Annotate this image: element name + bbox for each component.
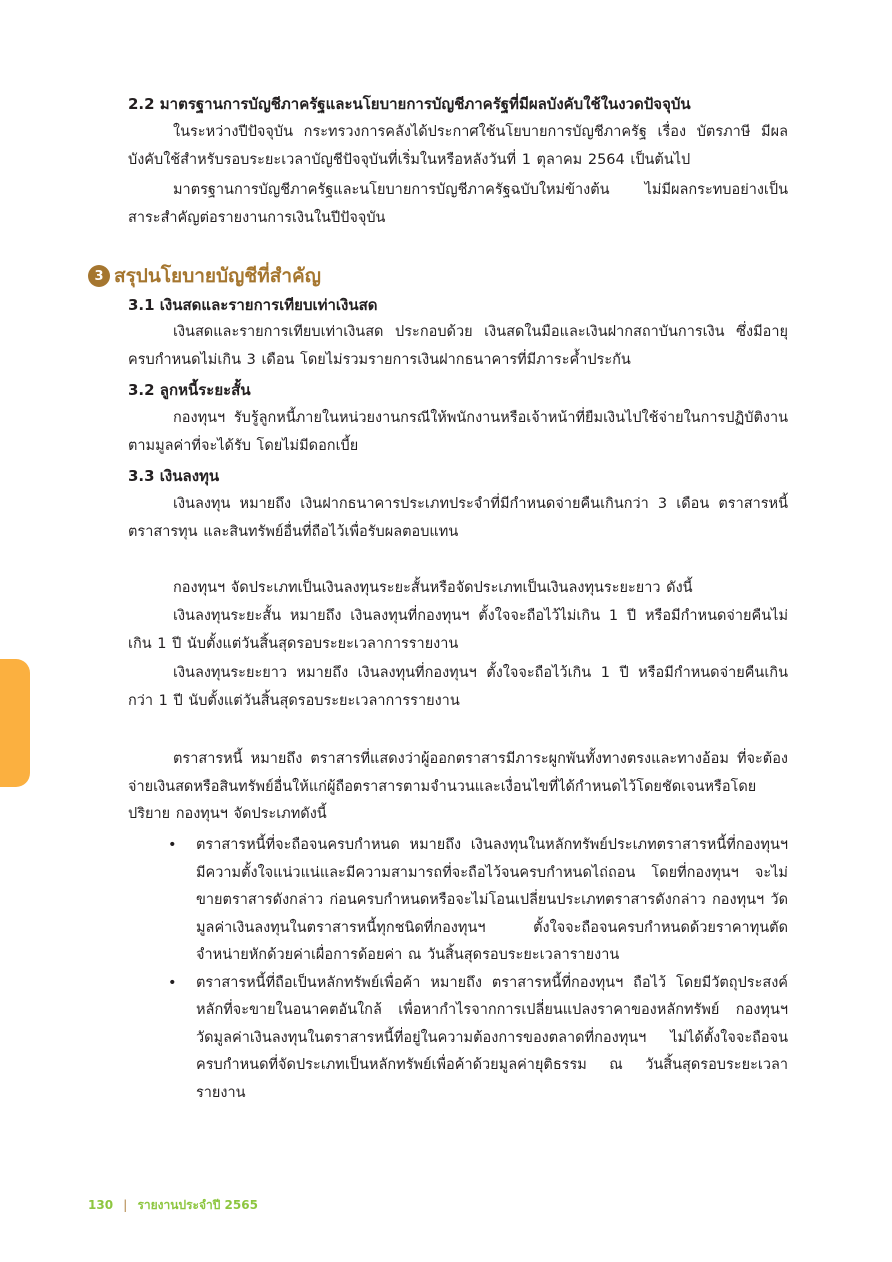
- heading-3-1: 3.1 เงินสดและรายการเทียบเท่าเงินสด: [128, 296, 378, 314]
- paragraph-3-3-3: เงินลงทุนระยะสั้น หมายถึง เงินลงทุนที่กองทุนฯ ตั้งใจจะถือไว้ไม่เกิน 1 ปี หรือมีกำหนดจ่ายคืนไม่เกิน 1 ปี นับตั้งแต่วันสิ้นสุดรอบระยะเวลาการรายงาน: [128, 608, 788, 652]
- list-item: [168, 970, 788, 1108]
- section-title: สรุปนโยบายบัญชีที่สำคัญ: [114, 265, 321, 287]
- heading-3-2: 3.2 ลูกหนี้ระยะสั้น: [128, 381, 251, 399]
- side-tab-marker: [0, 659, 30, 787]
- footer-separator: |: [123, 1198, 128, 1212]
- paragraph-2-2-2: มาตรฐานการบัญชีภาครัฐและนโยบายการบัญชีภาครัฐฉบับใหม่ข้างต้น ไม่มีผลกระทบอย่างเป็นสาระสำคัญต่อรายงานการเงินในปีปัจจุบัน: [128, 182, 788, 226]
- report-title: รายงานประจำปี 2565: [137, 1198, 258, 1212]
- section-number-badge: 3: [88, 265, 110, 287]
- bullet-icon: •: [168, 974, 177, 991]
- bullet-text: ตราสารหนี้ที่ถือเป็นหลักทรัพย์เพื่อค้า หมายถึง ตราสารหนี้ที่กองทุนฯ ถือไว้ โดยมีวัตถุประสงค์หลักที่จะขายในอนาคตอันใกล้ เพื่อหากำไรจากการเปลี่ยนแปลงราคาของหลักทรัพย์ กองทุนฯ วัดมูลค่าเงินลงทุนในตราสารหนี้ที่อยู่ในความต้องการของตลาดที่กองทุนฯ ไม่ได้ตั้งใจจะถือจนครบกำหนดที่จัดประเภทเป็นหลักทรัพย์เพื่อค้าด้วยมูลค่ายุติธรรม ณ วันสิ้นสุดรอบระยะเวลารายงาน: [196, 974, 788, 1101]
- bullet-text: ตราสารหนี้ที่จะถือจนครบกำหนด หมายถึง เงินลงทุนในหลักทรัพย์ประเภทตราสารหนี้ที่กองทุนฯ มีความตั้งใจแน่วแน่และมีความสามารถที่จะถือไว้จนครบกำหนดไถ่ถอน โดยที่กองทุนฯ จะไม่ขายตราสารดังกล่าว ก่อนครบกำหนดหรือจะไม่โอนเปลี่ยนประเภทตราสารดังกล่าว กองทุนฯ วัดมูลค่าเงินลงทุนในตราสารหนี้ทุกชนิดที่กองทุนฯ ตั้งใจจะถือจนครบกำหนดด้วยราคาทุนตัดจำหน่ายหักด้วยค่าเผื่อการด้อยค่า ณ วันสิ้นสุดรอบระยะเวลารายงาน: [196, 837, 788, 963]
- section-3-header: [88, 261, 321, 291]
- bullet-list: [168, 832, 788, 1107]
- paragraph-2-2-1: ในระหว่างปีปัจจุบัน กระทรวงการคลังได้ประกาศใช้นโยบายการบัญชีภาครัฐ เรื่อง บัตรภาษี มีผลบังคับใช้สำหรับรอบระยะเวลาบัญชีปัจจุบันที่เริ่มในหรือหลังวันที่ 1 ตุลาคม 2564 เป็นต้นไป: [128, 124, 788, 168]
- paragraph-3-3-4: เงินลงทุนระยะยาว หมายถึง เงินลงทุนที่กองทุนฯ ตั้งใจจะถือไว้เกิน 1 ปี หรือมีกำหนดจ่ายคืนเกินกว่า 1 ปี นับตั้งแต่วันสิ้นสุดรอบระยะเวลาการรายงาน: [128, 665, 788, 709]
- page-number: 130: [88, 1198, 114, 1212]
- bullet-icon: •: [168, 837, 177, 853]
- heading-3-3: 3.3 เงินลงทุน: [128, 467, 220, 485]
- paragraph-3-3-2: กองทุนฯ จัดประเภทเป็นเงินลงทุนระยะสั้นหรือจัดประเภทเป็นเงินลงทุนระยะยาว ดังนี้: [173, 580, 693, 596]
- list-item: [168, 832, 788, 970]
- page-footer: [88, 1196, 258, 1215]
- heading-2-2: 2.2 มาตรฐานการบัญชีภาครัฐและนโยบายการบัญชีภาครัฐที่มีผลบังคับใช้ในงวดปัจจุบัน: [128, 95, 691, 113]
- paragraph-3-1: เงินสดและรายการเทียบเท่าเงินสด ประกอบด้วย เงินสดในมือและเงินฝากสถาบันการเงิน ซึ่งมีอายุครบกำหนดไม่เกิน 3 เดือน โดยไม่รวมรายการเงินฝากธนาคารที่มีภาระค้ำประกัน: [128, 324, 788, 368]
- paragraph-3-3-1: เงินลงทุน หมายถึง เงินฝากธนาคารประเภทประจำที่มีกำหนดจ่ายคืนเกินกว่า 3 เดือน ตราสารหนี้ ตราสารทุน และสินทรัพย์อื่นที่ถือไว้เพื่อรับผลตอบแทน: [128, 496, 788, 540]
- paragraph-3-3-5: ตราสารหนี้ หมายถึง ตราสารที่แสดงว่าผู้ออกตราสารมีภาระผูกพันทั้งทางตรงและทางอ้อม ที่จะต้องจ่ายเงินสดหรือสินทรัพย์อื่นให้แก่ผู้ถือตราสารตามจำนวนและเงื่อนไขที่ได้กำหนดไว้โดยชัดเจนหรือโดยปริยาย กองทุนฯ จัดประเภทดังนี้: [128, 751, 788, 822]
- paragraph-3-2: กองทุนฯ รับรู้ลูกหนี้ภายในหน่วยงานกรณีให้พนักงานหรือเจ้าหน้าที่ยืมเงินไปใช้จ่ายในการปฏิบัติงานตามมูลค่าที่จะได้รับ โดยไม่มีดอกเบี้ย: [128, 410, 788, 454]
